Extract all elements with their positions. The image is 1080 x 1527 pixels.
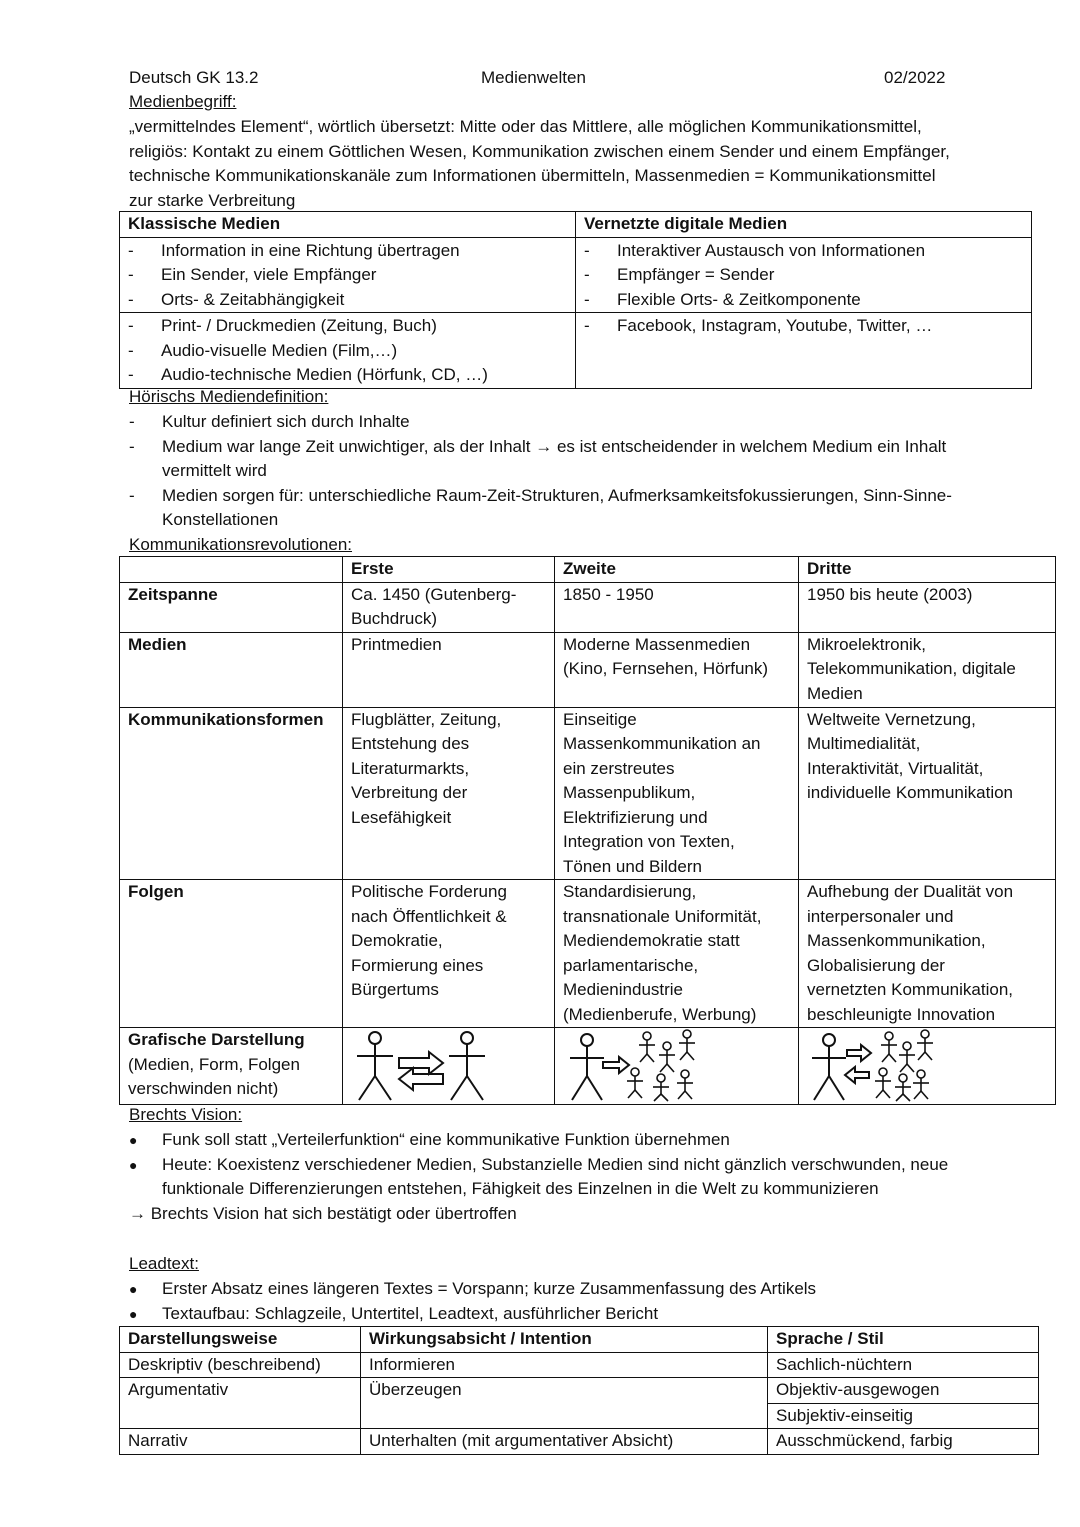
column-header: Darstellungsweise bbox=[120, 1327, 361, 1353]
row-label: Medien bbox=[120, 632, 343, 707]
leadtext-list bbox=[129, 1277, 1049, 1326]
list-item: ● Erster Absatz eines längeren Textes = Vorspann; kurze Zusammenfassung des Artikels bbox=[129, 1279, 817, 1298]
revolutionen-heading: Kommunikationsrevolutionen: bbox=[129, 535, 353, 554]
list-item: - Ein Sender, viele Empfänger bbox=[128, 265, 377, 284]
list-item: - Kultur definiert sich durch Inhalte bbox=[129, 412, 410, 431]
table-cell: Moderne Massenmedien (Kino, Fernsehen, Hörfunk) bbox=[555, 632, 799, 707]
brecht-list bbox=[129, 1128, 1049, 1226]
list-item: - Facebook, Instagram, Youtube, Twitter, … bbox=[584, 316, 933, 335]
list-item: - Interaktiver Austausch von Informationen bbox=[584, 240, 926, 260]
column-header: Sprache / Stil bbox=[768, 1327, 1039, 1353]
medien-table bbox=[119, 211, 1032, 389]
medienbegriff-line: zur starke Verbreitung bbox=[129, 190, 296, 210]
medienbegriff-line: religiös: Kontakt zu einem Göttlichen Wesen, Kommunikation zwischen einem Sender und einem Empfänger, bbox=[129, 141, 950, 161]
list-item: - Audio-visuelle Medien (Film,…) bbox=[128, 340, 398, 360]
brecht-conclusion: → Brechts Vision hat sich bestätigt oder übertroffen bbox=[129, 1203, 517, 1223]
klassische-beispiele-cell bbox=[120, 313, 576, 389]
digitale-beispiele-cell bbox=[576, 313, 1032, 389]
row-label: Zeitspanne bbox=[120, 582, 343, 632]
list-item: - Flexible Orts- & Zeitkomponente bbox=[584, 289, 861, 309]
table-cell: Ca. 1450 (Gutenberg- Buchdruck) bbox=[343, 582, 555, 632]
table-row-grafisch bbox=[120, 1028, 1056, 1105]
grafik-erste bbox=[343, 1028, 555, 1105]
leadtext-heading: Leadtext: bbox=[129, 1254, 199, 1273]
table-cell: Flugblätter, Zeitung, Entstehung des Literaturmarkts, Verbreitung der Lesefähigkeit bbox=[343, 707, 555, 880]
hoerisch-heading: Hörischs Mediendefinition: bbox=[129, 387, 329, 406]
column-header-dritte: Dritte bbox=[799, 557, 1056, 583]
einer-an-viele-figure bbox=[555, 1028, 798, 1104]
list-item: - Information in eine Richtung übertragen bbox=[128, 240, 460, 260]
medienbegriff-line: „vermittelndes Element“, wörtlich übersetzt: Mitte oder das Mittlere, alle möglichen Kommunikationsmittel, bbox=[129, 117, 922, 136]
list-item: - Print- / Druckmedien (Zeitung, Buch) bbox=[128, 316, 437, 335]
table-row bbox=[120, 632, 1056, 707]
table-cell: Politische Forderung nach Öffentlichkeit & Demokratie, Formierung eines Bürgertums bbox=[343, 880, 555, 1028]
row-label: Grafische Darstellung (Medien, Form, Folgen verschwinden nicht) bbox=[120, 1028, 343, 1105]
list-item: ● Textaufbau: Schlagzeile, Untertitel, Leadtext, ausführlicher Bericht bbox=[129, 1303, 659, 1323]
table-cell: 1950 bis heute (2003) bbox=[799, 582, 1056, 632]
table-cell: Standardisierung, transnationale Uniformität, Mediendemokratie statt parlamentarische, Medienindustrie (Medienberufe, Werbung) bbox=[555, 880, 799, 1028]
table-row: Narrativ Unterhalten (mit argumentativer Absicht) Ausschmückend, farbig bbox=[120, 1429, 1039, 1455]
list-item: - Empfänger = Sender bbox=[584, 265, 775, 284]
table-cell: Printmedien bbox=[343, 632, 555, 707]
list-item: - Medien sorgen für: unterschiedliche Raum-Zeit-Strukturen, Aufmerksamkeitsfokussierungen, Sinn-Sinne- Konstellationen bbox=[129, 485, 952, 529]
table-row: Subjektiv-einseitig bbox=[120, 1403, 1039, 1429]
table-cell: 1850 - 1950 bbox=[555, 582, 799, 632]
page-title: Medienwelten bbox=[481, 68, 586, 87]
revolutionen-table bbox=[119, 556, 1056, 1105]
table-row bbox=[120, 880, 1056, 1028]
table-cell: Einseitige Massenkommunikation an ein zerstreutes Massenpublikum, Elektrifizierung und Integration von Texten, Tönen und Bildern bbox=[555, 707, 799, 880]
brecht-heading: Brechts Vision: bbox=[129, 1105, 243, 1124]
list-item: ● Funk soll statt „Verteilerfunktion“ eine kommunikative Funktion übernehmen bbox=[129, 1130, 730, 1149]
empty-corner-cell bbox=[120, 557, 343, 583]
column-header-zweite: Zweite bbox=[555, 557, 799, 583]
hoerisch-list bbox=[129, 410, 1049, 533]
sender-empfaenger-figure bbox=[343, 1028, 553, 1104]
list-item: - Orts- & Zeitabhängigkeit bbox=[128, 289, 345, 309]
row-label: Kommunikationsformen bbox=[120, 707, 343, 880]
table-cell: Mikroelektronik, Telekommunikation, digitale Medien bbox=[799, 632, 1056, 707]
digitale-merkmale-cell bbox=[576, 237, 1032, 313]
date-label: 02/2022 bbox=[884, 68, 946, 87]
table-cell: Weltweite Vernetzung, Multimedialität, Interaktivität, Virtualität, individuelle Kommunikation bbox=[799, 707, 1056, 880]
grafik-dritte bbox=[799, 1028, 1056, 1105]
klassische-medien-header: Klassische Medien bbox=[120, 212, 576, 238]
list-item: - Medium war lange Zeit unwichtiger, als der Inhalt → es ist entscheidender in welchem Medium ein Inhalt vermittelt wird bbox=[129, 436, 947, 480]
column-header: Wirkungsabsicht / Intention bbox=[361, 1327, 768, 1353]
row-label: Folgen bbox=[120, 880, 343, 1028]
table-cell: Aufhebung der Dualität von interpersonaler und Massenkommunikation, Globalisierung der vernetzten Kommunikation, beschleunigte Innovation bbox=[799, 880, 1056, 1028]
table-row: Deskriptiv (beschreibend) Informieren Sachlich-nüchtern bbox=[120, 1352, 1039, 1378]
vernetzung-figure bbox=[799, 1028, 1055, 1104]
medienbegriff-text bbox=[129, 115, 1049, 213]
leadtext-table bbox=[119, 1326, 1039, 1455]
course-label: Deutsch GK 13.2 bbox=[129, 68, 259, 87]
list-item: - Audio-technische Medien (Hörfunk, CD, …) bbox=[128, 365, 488, 384]
table-row: Argumentativ Überzeugen Objektiv-ausgewogen bbox=[120, 1378, 1039, 1404]
list-item: ● Heute: Koexistenz verschiedener Medien, Substanzielle Medien sind nicht gänzlich verschwunden, neue funktionale Differenzierungen entstehen, Fähigkeit des Einzelnen in die Welt zu kommunizieren bbox=[129, 1154, 949, 1198]
column-header-erste: Erste bbox=[343, 557, 555, 583]
table-row bbox=[120, 582, 1056, 632]
medienbegriff-heading: Medienbegriff: bbox=[129, 92, 237, 111]
table-row bbox=[120, 707, 1056, 880]
medienbegriff-line: technische Kommunikationskanäle zum Informationen übermitteln, Massenmedien = Kommunikationsmittel bbox=[129, 166, 936, 185]
digitale-medien-header: Vernetzte digitale Medien bbox=[576, 212, 1032, 238]
grafik-zweite bbox=[555, 1028, 799, 1105]
klassische-merkmale-cell bbox=[120, 237, 576, 313]
